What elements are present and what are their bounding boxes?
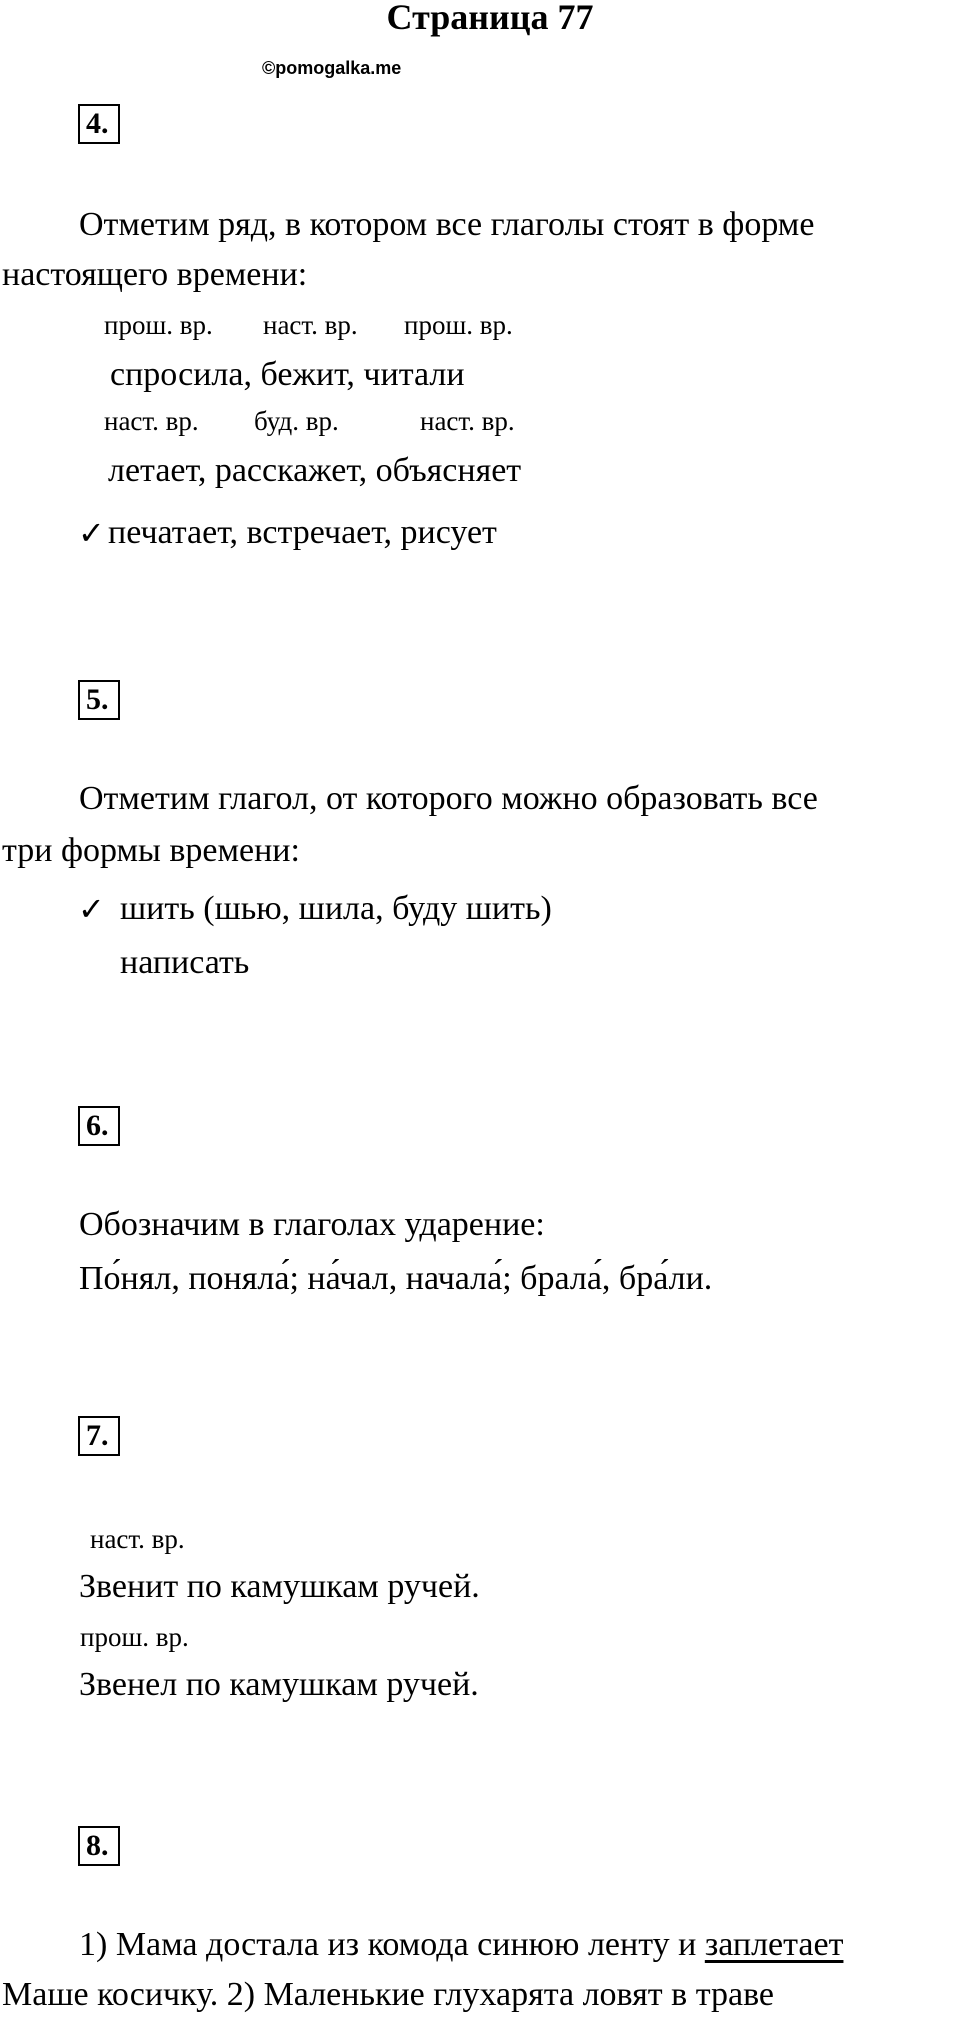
task-5-option-1: шить (шью, шила, буду шить) — [120, 890, 552, 927]
task-4-row2-tag-2: буд. вр. — [254, 406, 339, 436]
task-7-sentence-1: Звенит по камушкам ручей. — [79, 1568, 480, 1605]
task-4-row2-tag-3: наст. вр. — [420, 406, 515, 436]
task-4-row2-text: летает, расскажет, объясняет — [108, 452, 522, 489]
task-7-tag-2: прош. вр. — [80, 1622, 189, 1652]
task-4-number: 4. — [78, 104, 120, 144]
task-7-number: 7. — [78, 1416, 120, 1456]
page-title: Страница 77 — [386, 0, 594, 37]
task-4-check-icon: ✓ — [78, 514, 105, 552]
task-8-line-1-start: 1) Мама достала из комода синюю ленту и — [79, 1926, 705, 1963]
task-4-intro-line2: настоящего времени: — [2, 256, 308, 293]
task-4-row1-text: спросила, бежит, читали — [110, 356, 465, 393]
task-8-number: 8. — [78, 1826, 120, 1866]
task-4-row1-tag-2: наст. вр. — [263, 310, 358, 340]
task-8-underlined-verb: заплетает — [704, 1926, 844, 1963]
task-4-row1-tag-1: прош. вр. — [104, 310, 213, 340]
task-5-intro-line2: три формы времени: — [2, 832, 300, 869]
task-8-line-1 — [79, 1926, 843, 1964]
task-7-sentence-2: Звенел по камушкам ручей. — [79, 1666, 479, 1703]
task-4-row2-tag-1: наст. вр. — [104, 406, 199, 436]
task-5-option-2: написать — [120, 944, 250, 981]
task-4-intro-line1: Отметим ряд, в котором все глаголы стоят в форме — [79, 206, 815, 243]
task-6-number: 6. — [78, 1106, 120, 1146]
task-5-intro-line1: Отметим глагол, от которого можно образовать все — [79, 780, 818, 817]
task-7-tag-1: наст. вр. — [90, 1524, 185, 1554]
task-4-row1-tag-3: прош. вр. — [404, 310, 513, 340]
task-8-line-2: Маше косичку. 2) Маленькие глухарята ловят в траве — [2, 1976, 775, 2013]
watermark: ©pomogalka.me — [262, 58, 402, 78]
task-6-intro: Обозначим в глаголах ударение: — [79, 1206, 545, 1243]
task-5-number: 5. — [78, 680, 120, 720]
task-5-check-icon: ✓ — [78, 890, 105, 928]
task-6-answer: По́нял, поняла́; на́чал, начала́; брала́, бра́ли. — [79, 1260, 713, 1297]
task-4-row3-text: печатает, встречает, рисует — [108, 514, 497, 551]
